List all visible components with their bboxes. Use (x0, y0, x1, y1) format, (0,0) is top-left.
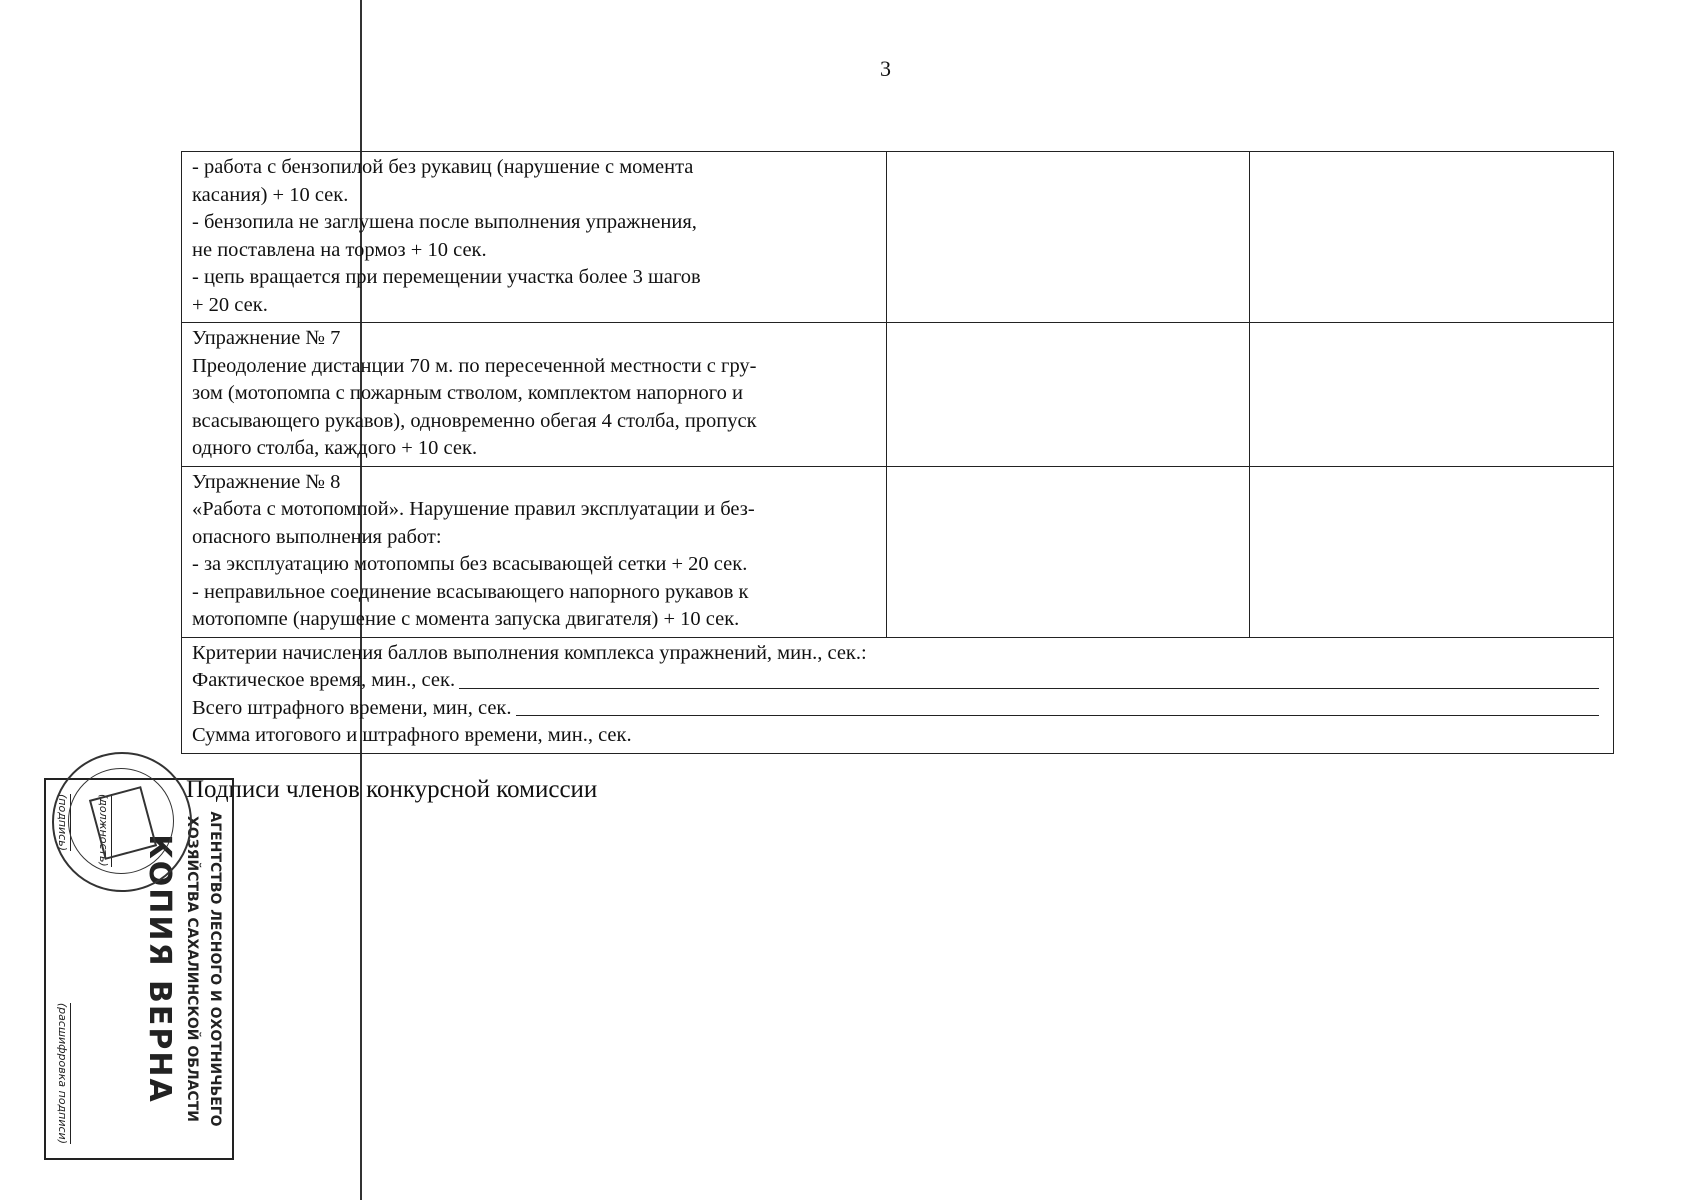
table-row (182, 637, 1614, 753)
text-line: не поставлена на тормоз + 10 сек. (192, 238, 487, 261)
text-line: - цепь вращается при перемещении участка более 3 шагов (192, 266, 701, 288)
text-line: мотопомпе (нарушение с момента запуска двигателя) + 10 сек. (192, 608, 740, 630)
empty-score-cell (1250, 466, 1614, 637)
exercise-7-cell (182, 323, 887, 467)
signature-caption: (подпись) (56, 794, 69, 851)
empty-score-cell (887, 323, 1250, 467)
decoding-caption: (расшифровка подписи) (56, 1002, 69, 1144)
total-time-label: Сумма итогового и штрафного времени, мин., сек. (192, 724, 632, 746)
empty-score-cell (1250, 152, 1614, 323)
text-line: - неправильное соединение всасывающего напорного рукавов к (192, 580, 749, 603)
stamp-agency-line: АГЕНТСТВО ЛЕСНОГО И ОХОТНИЧЬЕГО (207, 811, 223, 1127)
text-line: - работа с бензопилой без рукавиц (нарушение с момента (192, 156, 694, 178)
page-number: 3 (880, 56, 891, 81)
text-line: «Работа с мотопомпой». Нарушение правил эксплуатации и без- (192, 498, 755, 520)
text-line: - бензопила не заглушена после выполнения упражнения, (192, 211, 697, 233)
stamp-agency-line: ХОЗЯЙСТВА САХАЛИНСКОЙ ОБЛАСТИ (184, 816, 200, 1122)
exercise-8-cell (182, 466, 887, 637)
penalty-description-cell (182, 152, 887, 323)
fill-in-rule (459, 688, 1599, 689)
position-caption: (должность) (97, 794, 110, 867)
penalty-time-label: Всего штрафного времени, мин, сек. (192, 696, 512, 719)
round-seal (52, 752, 192, 892)
text-line: касания) + 10 сек. (192, 183, 349, 206)
actual-time-label: Фактическое время, мин., сек. (192, 669, 456, 691)
text-line: всасывающего рукавов), одновременно обегая 4 столба, пропуск (192, 409, 757, 432)
exercise-title: Упражнение № 7 (192, 327, 341, 349)
criteria-cell (182, 637, 1614, 753)
stamp-title: КОПИЯ ВЕРНА (142, 834, 177, 1104)
empty-score-cell (887, 466, 1250, 637)
text-line: опасного выполнения работ: (192, 525, 442, 548)
exercise-title: Упражнение № 8 (192, 470, 341, 493)
criteria-heading: Критерии начисления баллов выполнения комплекса упражнений, мин., сек.: (192, 641, 867, 664)
text-line: одного столба, каждого + 10 сек. (192, 437, 478, 459)
actual-time-line (192, 667, 1605, 695)
exercise-scoring-table (181, 151, 1614, 754)
text-line: зом (мотопомпа с пожарным стволом, комплектом напорного и (192, 382, 743, 404)
text-line: - за эксплуатацию мотопомпы без всасывающей сетки + 20 сек. (192, 553, 748, 575)
text-line: + 20 сек. (192, 293, 268, 316)
fill-in-rule (516, 715, 1599, 716)
empty-score-cell (1250, 323, 1614, 467)
empty-score-cell (887, 152, 1250, 323)
table-row (182, 323, 1614, 467)
table-row (182, 466, 1614, 637)
table-row (182, 152, 1614, 323)
text-line: Преодоление дистанции 70 м. по пересеченной местности с гру- (192, 354, 757, 377)
commission-signatures-label: Подписи членов конкурсной комиссии (186, 776, 598, 803)
penalty-time-line (192, 695, 1605, 723)
